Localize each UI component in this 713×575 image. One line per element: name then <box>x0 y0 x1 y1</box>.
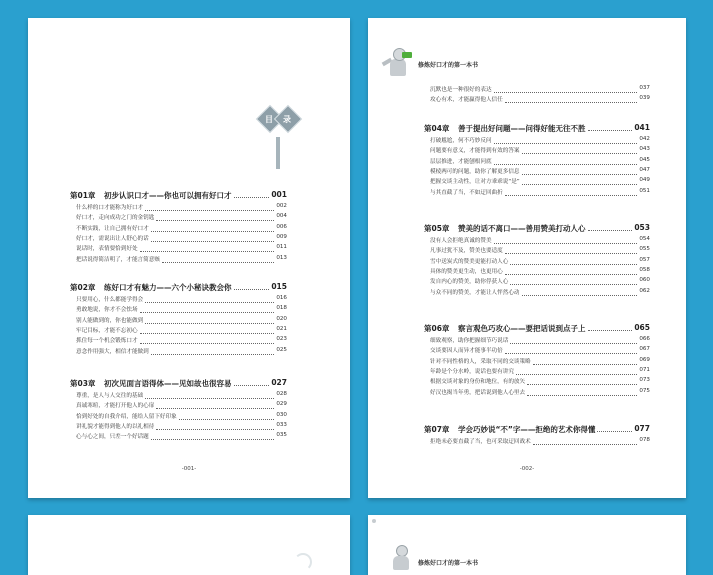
toc-item-page: 055 <box>639 246 650 253</box>
toc-item-title: 交谈要因人而异才能事半功倍 <box>430 348 503 355</box>
toc-item-title: 把握交谈主动性，让对方乖乖说“是” <box>430 179 520 186</box>
toc-item-title: 不断实践，让自己拥有好口才 <box>76 225 149 232</box>
figure-body <box>393 556 409 570</box>
toc-item <box>430 346 650 355</box>
leader-dots <box>533 364 638 365</box>
toc-item-page: 049 <box>639 177 650 184</box>
leader-dots <box>140 333 275 334</box>
toc-item-title: 发自内心的赞美，助你俘获人心 <box>430 279 509 286</box>
toc-item <box>76 347 287 356</box>
toc-page-bottom-right <box>368 515 686 575</box>
toc-item-page: 062 <box>639 287 650 294</box>
leader-dots <box>522 174 638 175</box>
leader-dots <box>505 102 638 103</box>
toc-item-page: 054 <box>639 236 650 242</box>
chapter-page: 041 <box>634 123 650 132</box>
chapter-title: 善于提出好问题——问得好能无往不胜 <box>458 124 586 133</box>
leader-dots <box>522 184 638 185</box>
toc-item-page: 078 <box>639 437 650 443</box>
toc-item-page: 035 <box>276 432 287 439</box>
toc-item <box>76 401 287 410</box>
header-title: 修炼好口才的第一本书 <box>418 62 479 69</box>
toc-item-title: 与其直截了当，不如迂回曲折 <box>430 189 503 196</box>
toc-item-title: 说话时，表情要恰到好处 <box>76 246 138 253</box>
toc-item-title: 牢记目标，才能不忘初心 <box>76 327 138 334</box>
chapter-title: 初次见面言语得体——见如故也很容易 <box>104 379 232 388</box>
toc-item <box>430 188 650 197</box>
toc-item-page: 030 <box>276 411 287 418</box>
toc-item <box>76 234 287 243</box>
toc-item-title: 针对不同性格的人，采取不同的交谈策略 <box>430 358 531 365</box>
toc-item <box>76 244 287 253</box>
leader-dots <box>162 262 274 263</box>
toc-item-page: 033 <box>276 421 287 428</box>
toc-chapter <box>424 424 650 434</box>
toc-item <box>430 236 650 245</box>
toc-item-title: 层层推进，才能刨根问底 <box>430 158 492 165</box>
toc-item-title: 把话说得简洁明了，才能言简意赅 <box>76 256 160 263</box>
toc-item <box>76 203 287 212</box>
toc-item <box>430 377 650 386</box>
toc-item-title: 恰到好处的自我介绍，能给人留下好印象 <box>76 413 177 420</box>
decor-icon <box>294 553 312 571</box>
chapter-number: 第07章 <box>424 425 450 434</box>
toc-item-title: 讲礼貌才能得到他人的以礼相待 <box>76 423 155 430</box>
toc-item-title: 拒绝未必要直截了当，也可采取迂回战术 <box>430 439 531 445</box>
leader-dots <box>156 220 274 221</box>
chapter-page: 015 <box>271 282 287 291</box>
toc-item <box>76 255 287 264</box>
leader-dots <box>494 164 638 165</box>
toc-item-title: 根据交谈对象的身份和地位，有的放矢 <box>430 379 526 386</box>
leader-dots <box>234 197 270 198</box>
toc-item-page: 066 <box>639 336 650 342</box>
toc-item-page: 042 <box>639 136 650 142</box>
toc-item-title: 什么样的口才能称为好口才 <box>76 205 144 211</box>
toc-item <box>430 288 650 297</box>
chapter-title: 练好口才有魅力——六个小秘诀教会你 <box>104 283 232 292</box>
leader-dots <box>527 384 637 385</box>
toc-item-title: 没有人会拒绝真诚的赞美 <box>430 238 492 244</box>
toc-item-page: 045 <box>639 156 650 163</box>
leader-dots <box>145 210 274 211</box>
leader-dots <box>533 444 638 445</box>
chapter-page: 077 <box>634 424 650 433</box>
toc-chapter <box>70 190 287 200</box>
chapter-page: 001 <box>271 190 287 199</box>
chapter-number: 第04章 <box>424 124 450 133</box>
toc-item-title: 细致观察，助你把握细节巧说话 <box>430 338 509 344</box>
toc-item-page: 075 <box>639 387 650 394</box>
chapter-title: 初步认识口才——你也可以拥有好口才 <box>104 191 232 200</box>
toc-item <box>76 412 287 421</box>
toc-page-bottom-left <box>28 515 350 575</box>
toc-item-page: 025 <box>276 346 287 353</box>
chapter-title: 察言观色巧攻心——要把话说到点子上 <box>458 324 586 333</box>
leader-dots <box>494 143 638 144</box>
chapter-page: 027 <box>271 378 287 387</box>
toc-item-title: 攻心有术，才能赢得他人信任 <box>430 97 503 104</box>
leader-dots <box>140 251 275 252</box>
toc-item-page: 029 <box>276 401 287 408</box>
leader-dots <box>151 231 275 232</box>
chapter-page: 053 <box>634 223 650 232</box>
header-title: 修炼好口才的第一本书 <box>418 560 479 567</box>
toc-item-page: 058 <box>639 266 650 273</box>
leader-dots <box>588 330 633 331</box>
toc-item-title: 具体的赞美更生动，也更用心 <box>430 268 503 275</box>
toc-item-title: 抓住每一个机会锻炼口才 <box>76 338 138 345</box>
toc-page-right <box>368 18 686 498</box>
page-number: -001- <box>181 466 197 472</box>
leader-dots <box>505 195 638 196</box>
toc-item-title: 模棱两可的问题，助你了解更多信息 <box>430 168 520 175</box>
leader-dots <box>140 312 275 313</box>
toc-chapter <box>424 223 650 233</box>
leader-dots <box>505 253 638 254</box>
toc-item-page: 011 <box>276 244 287 251</box>
badge-char-1: 目 <box>265 115 273 124</box>
leader-dots <box>522 295 638 296</box>
toc-item <box>430 136 650 145</box>
toc-item-page: 069 <box>639 356 650 363</box>
toc-item <box>76 391 287 400</box>
toc-item-title: 尊重，是人与人交往的基础 <box>76 393 144 399</box>
leader-dots <box>145 302 274 303</box>
toc-item <box>76 224 287 233</box>
toc-entries-right <box>368 18 686 498</box>
toc-item-page: 021 <box>276 325 287 332</box>
toc-item-title: 心与心之间，只差一个好话题 <box>76 434 149 441</box>
toc-item-title: 只要用心，什么都能学得会 <box>76 297 144 303</box>
toc-item-title: 问题要有意义，才能得到有效的答案 <box>430 148 520 155</box>
leader-dots <box>145 398 274 399</box>
toc-item <box>76 305 287 314</box>
toc-item-page: 067 <box>639 346 650 353</box>
toc-chapter <box>424 323 650 333</box>
toc-item <box>430 336 650 345</box>
toc-item-title: 与众不同的赞美，才能让人怦然心动 <box>430 289 520 296</box>
leader-dots <box>510 343 637 344</box>
leader-dots <box>522 153 638 154</box>
toc-item-page: 023 <box>276 336 287 343</box>
toc-item <box>430 277 650 286</box>
leader-dots <box>151 354 275 355</box>
toc-item-page: 020 <box>276 315 287 322</box>
toc-item-title: 雪中送炭式的赞美更能打动人心 <box>430 258 509 265</box>
corner-dot <box>372 519 376 523</box>
toc-item <box>76 213 287 222</box>
toc-item <box>76 295 287 304</box>
toc-item <box>430 246 650 255</box>
toc-item-page: 016 <box>276 295 287 301</box>
toc-item <box>430 157 650 166</box>
toc-chapter <box>70 282 287 292</box>
toc-item-page: 043 <box>639 146 650 153</box>
toc-item <box>430 257 650 266</box>
page-number: -002- <box>519 466 535 472</box>
leader-dots <box>494 92 638 93</box>
toc-entries-left <box>28 18 350 498</box>
toc-page-left <box>28 18 350 498</box>
leader-dots <box>597 431 632 432</box>
toc-item <box>430 267 650 276</box>
toc-item-page: 060 <box>639 277 650 284</box>
leader-dots <box>234 289 270 290</box>
toc-item-page: 073 <box>639 377 650 384</box>
toc-item-page: 002 <box>276 203 287 209</box>
leader-dots <box>179 419 275 420</box>
toc-item-page: 028 <box>276 391 287 397</box>
toc-item <box>76 326 287 335</box>
chapter-page: 065 <box>634 323 650 332</box>
toc-item-title: 意念作用强大，相信才能做到 <box>76 348 149 355</box>
leader-dots <box>510 284 637 285</box>
toc-item-title: 真诚寒暄，才能打开他人的心扉 <box>76 403 155 410</box>
chapter-title: 赞美的话不离口——善用赞美打动人心 <box>458 224 586 233</box>
toc-item-page: 018 <box>276 305 287 312</box>
leader-dots <box>516 374 637 375</box>
toc-item <box>430 388 650 397</box>
toc-item-page: 004 <box>276 213 287 220</box>
leader-dots <box>156 429 274 430</box>
toc-item-title: 好汉也揭当年勇，把话说到他人心里去 <box>430 389 526 396</box>
chapter-number: 第02章 <box>70 283 96 292</box>
leader-dots <box>494 243 638 244</box>
leader-dots <box>140 343 275 344</box>
toc-item <box>76 432 287 441</box>
toc-item-page: 006 <box>276 223 287 230</box>
toc-item-title: 勇敢地说，你才不会怯场 <box>76 307 138 314</box>
leader-dots <box>156 408 274 409</box>
leader-dots <box>505 353 638 354</box>
leader-dots <box>151 439 275 440</box>
toc-item <box>76 336 287 345</box>
toc-item <box>430 167 650 176</box>
leader-dots <box>151 241 275 242</box>
toc-item <box>430 146 650 155</box>
toc-item-page: 071 <box>639 366 650 373</box>
toc-item-page: 047 <box>639 166 650 173</box>
toc-item-page: 009 <box>276 233 287 240</box>
leader-dots <box>234 385 270 386</box>
toc-item-title: 打破尴尬，何不巧妙反问 <box>430 138 492 144</box>
toc-item-page: 013 <box>276 254 287 261</box>
chapter-number: 第03章 <box>70 379 96 388</box>
toc-item <box>430 367 650 376</box>
leader-dots <box>145 323 274 324</box>
leader-dots <box>510 264 637 265</box>
leader-dots <box>588 230 633 231</box>
toc-item-title: 好口才，走向成功之门的金钥匙 <box>76 215 155 222</box>
toc-item-title: 好口才，需说出让人舒心的话 <box>76 235 149 242</box>
toc-item-page: 051 <box>639 187 650 194</box>
toc-item <box>430 177 650 186</box>
toc-item <box>430 85 650 94</box>
toc-item-page: 057 <box>639 256 650 263</box>
toc-item <box>430 437 650 446</box>
chapter-number: 第01章 <box>70 191 96 200</box>
toc-item-page: 039 <box>639 95 650 102</box>
toc-item <box>76 316 287 325</box>
chapter-title: 学会巧妙说“不”字——拒绝的艺术你得懂 <box>458 425 596 434</box>
toc-chapter <box>70 378 287 388</box>
toc-item-title: 沉默也是一种很好的表达 <box>430 87 492 93</box>
toc-item-title: 年龄是个分水岭，说话也要有讲究 <box>430 368 514 375</box>
leader-dots <box>588 130 633 131</box>
toc-item <box>76 422 287 431</box>
toc-chapter <box>424 123 650 133</box>
toc-item <box>430 95 650 104</box>
badge-char-2: 录 <box>283 115 291 124</box>
toc-item-title: 别人能做到的，你也能做到 <box>76 317 144 324</box>
toc-item-title: 凡事过犹不及，赞美也要适度 <box>430 248 503 255</box>
chapter-number: 第06章 <box>424 324 450 333</box>
chapter-number: 第05章 <box>424 224 450 233</box>
leader-dots <box>527 395 637 396</box>
toc-item <box>430 357 650 366</box>
leader-dots <box>505 274 638 275</box>
toc-item-page: 037 <box>639 85 650 91</box>
